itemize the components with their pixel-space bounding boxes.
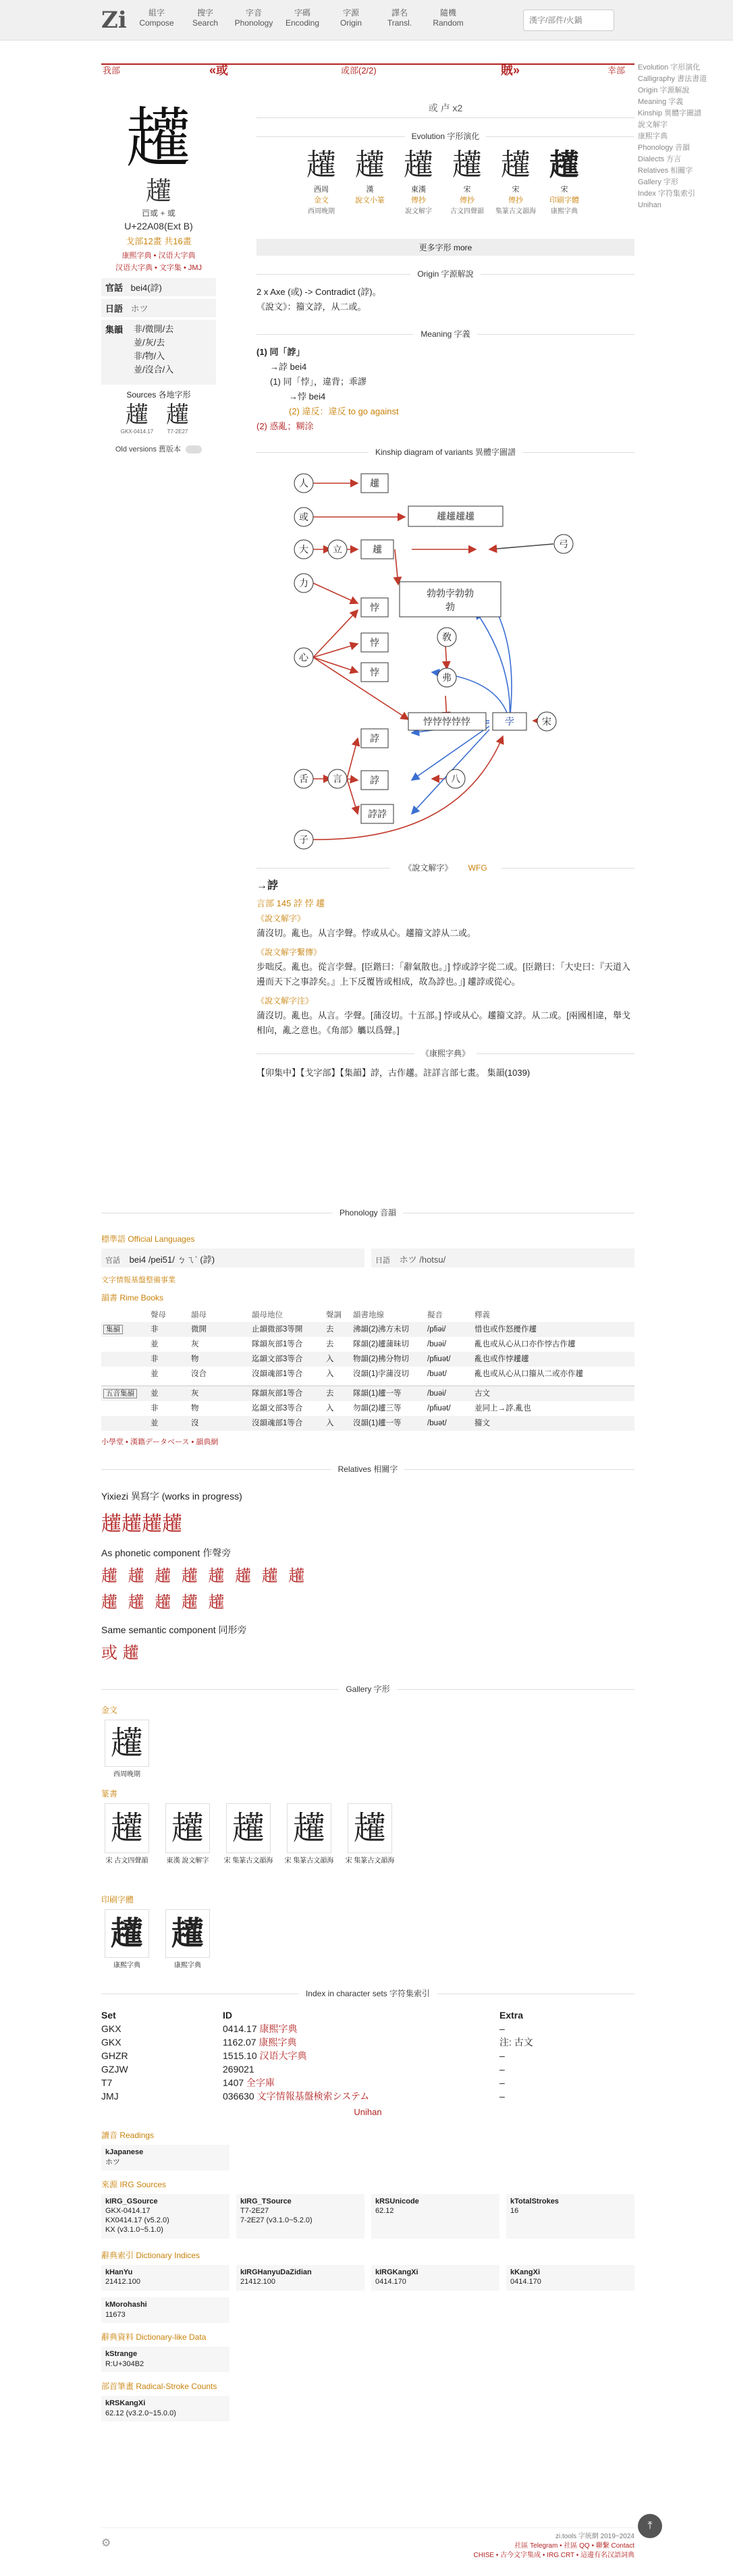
phonetic-chars-row2[interactable]: 䟒 䟒 䟒 䟒 䟒 [101, 1593, 227, 1612]
rime-cell: 迄韻文部3等合 [252, 1404, 303, 1413]
gallery-item[interactable]: 䟒 東漢 說文解字 [162, 1803, 213, 1865]
rime-footer-links[interactable]: 小學堂 • 漢籍データベース • 韻典網 [101, 1438, 219, 1446]
sidebar-item[interactable]: Calligraphy 書法書道 [638, 75, 707, 83]
kinship-node-label: 立 [333, 545, 342, 555]
index-link[interactable]: 汉语大字典 [259, 2050, 307, 2061]
glyph-components: 𠮛或 + 或 [142, 209, 175, 218]
sidebar-item[interactable]: Origin 字源解說 [638, 86, 690, 94]
unihan-card: kIRG_TSource T7-2E27 7-2E27 (v3.1.0~5.2.0) [236, 2194, 364, 2239]
gallery-item[interactable]: 䟒 宋 集篆古文韻海 [283, 1803, 335, 1865]
official-langs-label: 標準語 Official Languages [101, 1234, 195, 1244]
unihan-link[interactable]: Unihan [354, 2107, 382, 2117]
gallery-item[interactable]: 䟒 康熙字典 [101, 1909, 153, 1969]
index-link[interactable]: 康熙字典 [259, 2037, 297, 2048]
sidebar-item[interactable]: Evolution 字形演化 [638, 63, 701, 72]
kinship-node-label: 言 [333, 774, 342, 785]
phonetic-label: As phonetic component 作聲旁 [101, 1547, 232, 1558]
gallery-print-label: 印刷字體 [101, 1895, 134, 1904]
phonology-section [101, 1201, 634, 2421]
rime-row [101, 1322, 634, 1337]
kinship-node-label: 弓 [559, 539, 568, 550]
unihan-card: kMorohashi 11673 [101, 2297, 229, 2323]
rime-cell: 非 [151, 1355, 159, 1363]
rime-cell: /buət/ [427, 1370, 447, 1378]
dict-links[interactable]: 康熙字典 • 汉语大字典 [121, 252, 196, 260]
dict-cards [101, 2265, 634, 2292]
content-column [256, 101, 634, 1080]
rime-cell: /buəi/ [427, 1340, 447, 1348]
pager-prev[interactable]: «或 [209, 63, 229, 77]
rime-cell: 籀文 [474, 1419, 490, 1427]
rime-row [101, 1386, 634, 1401]
kinship-node-label: 子 [299, 835, 308, 846]
rime-rows [101, 1322, 634, 1431]
gallery-print-row [101, 1909, 634, 1977]
gallery-item[interactable]: 䟒 宋 古文四聲韻 [101, 1803, 153, 1865]
official-readings: 官話 bei4 /pei51/ ㄅㄟˋ (誖) 日語 ホツ /hotsu/ [101, 1249, 634, 1269]
rime-cell: 入 [326, 1370, 334, 1378]
pager-next[interactable]: 賊» [501, 63, 520, 77]
index-row: GKX 0414.17 康熙字典 – [101, 2023, 505, 2034]
unihan-card: kIRG_GSource GKX-0414.17 KX0414.17 (v5.2.0) KX (v3.1.0~5.1.0) [101, 2194, 229, 2239]
gallery-title: Gallery 字形 [101, 1683, 634, 1695]
sidebar-item[interactable]: Kinship 異體字圖譜 [638, 109, 702, 117]
jmj-link[interactable]: 文字情報基盤整備事業 [101, 1276, 175, 1284]
kinship-node-label: 舌 [299, 774, 308, 785]
rime-cell: 隊韻灰部1等合 [252, 1390, 303, 1398]
rime-cell: 並 [151, 1390, 159, 1398]
footer-copyright: zi.tools 字統網 2019~2024 [555, 2533, 634, 2540]
rime-cell: 並 [151, 1340, 159, 1348]
gallery-item[interactable]: 䟒 宋 集篆古文韻海 [223, 1803, 274, 1865]
unihan-card: kHanYu 21412.100 [101, 2265, 229, 2291]
kinship-node-label: 大 [299, 545, 308, 555]
unihan-card: kJapanese ホツ [101, 2145, 229, 2170]
unihan-card: kStrange R:U+304B2 [101, 2347, 229, 2372]
gallery-item[interactable]: 䟒 宋 集篆古文韻海 [344, 1803, 396, 1865]
rime-cell: 沒韻魂部1等合 [252, 1419, 303, 1427]
rime-cell: 止韻微部3等開 [252, 1325, 303, 1334]
sidebar-item[interactable]: 康熙字典 [638, 132, 668, 140]
pager-left-far[interactable]: 我部 [103, 65, 121, 76]
rime-cell: 並同上→誖.亂也 [474, 1404, 531, 1413]
unihan-card: kRSKangXi 62.12 (v3.2.0~15.0.0) [101, 2396, 229, 2421]
rime-cell: /pfiuət/ [427, 1404, 451, 1413]
footer-resource-links[interactable]: CHISE • 古今文字集成 • IRG CRT • 這邊有名汉語詞典 [473, 2552, 634, 2559]
rime-cell: /buəi/ [427, 1390, 447, 1398]
evolution-item[interactable]: 䟒 宋 傳抄 古文四聲韻 [450, 148, 484, 215]
settings-icon[interactable]: ⚙ [101, 2538, 111, 2549]
meaning-title: Meaning 字義 [256, 328, 634, 339]
unihan-card: kTotalStrokes 16 [506, 2194, 634, 2239]
kinship-node-label: 孛 [505, 717, 514, 728]
index-link[interactable]: 全字庫 [246, 2077, 275, 2088]
kinship-node-label: 宋 [542, 717, 551, 728]
rime-cell: 入 [326, 1419, 334, 1427]
evolution-item[interactable]: 䟒 宋 印刷字體 康熙字典 [549, 148, 579, 215]
rime-cell: 隊韻(2)䟒蒲昧切 [353, 1340, 410, 1348]
index-row: JMJ 036630 文字情報基盤検索システム – [101, 2091, 505, 2102]
nav-encoding[interactable]: 字碼 Encoding [285, 8, 320, 28]
rime-label: 韻書 Rime Books [101, 1293, 164, 1303]
pager-current[interactable]: 或部(2/2) [341, 65, 377, 76]
char-panel [101, 101, 216, 454]
index-row: GHZR 1515.10 汉语大字典 – [101, 2050, 505, 2061]
radical-pager [101, 40, 634, 77]
nav-origin[interactable]: 字源 Origin [340, 8, 362, 28]
radical-label: 部首筆畫 Radical-Stroke Counts [101, 2382, 217, 2391]
nav-search[interactable]: 搜字 Search [192, 8, 219, 28]
pager-right-far[interactable]: 幸部 [607, 65, 626, 76]
sidebar-item[interactable]: Index 字符集索引 [638, 190, 695, 198]
reading-japanese: 日語 ホツ [101, 299, 216, 317]
shuowen-body: →誖 言部 145 誖 悖 䟒 《說文解字》 蒲沒切。亂也。从言孛聲。悖或从心。䟒籀文誖从二或。 《說文解字繫傳》 步咄反。亂也。從言孛聲。[臣鍇曰：「辭氣散也。」] 悖或誖字從二或。[臣鍇曰：「大史曰：『天道入邊而天下之事誖矣。』上下反覆皆或相成，故為誖也。」] 䟒誖或從心。 《說文解字注》 蒲沒切。亂也。从言。孛聲。[蒲沒切。十五部。] 悖或从心。䟒籀文誖。从二或。[兩國相違，舉戈相向，亂之意也。《角部》觿以爲聲。] [256, 880, 630, 1035]
rime-cell: 入 [326, 1355, 334, 1363]
rime-cell: 迄韻文部3等合 [252, 1355, 303, 1363]
svg-text:誖誖: 誖誖 [368, 809, 387, 820]
sidebar-item[interactable]: Dialects 方言 [638, 155, 682, 163]
svg-text:弗: 弗 [442, 673, 452, 684]
footer-community-links[interactable]: 社區 Telegram • 社區 QQ • 聯繫 Contact [514, 2542, 634, 2550]
rime-cell: 亂也或从心从口亦作悖古作䟒 [474, 1340, 576, 1348]
rime-cell: 物韻(2)拂分物切 [353, 1355, 410, 1363]
svg-text:䟒: 䟒 [373, 545, 382, 555]
unihan-card: kIRGKangXi 0414.170 [371, 2265, 499, 2291]
irg-label: 來源 IRG Sources [101, 2180, 167, 2189]
main-content [101, 40, 634, 2417]
sidebar-item[interactable]: 說文解字 [638, 121, 668, 129]
phonetic-chars-row1[interactable]: 䟒 䟒 䟒 䟒 䟒 䟒 䟒 䟒 [101, 1566, 308, 1585]
rime-row [101, 1416, 634, 1431]
rime-cell: 沒韻(1)䟒一等 [353, 1419, 402, 1427]
yixiezi-chars[interactable]: 䟒䟒䟒䟒 [101, 1512, 182, 1536]
rime-cell: 非 [151, 1325, 159, 1334]
scroll-top-button[interactable]: ⤒ [638, 2514, 662, 2538]
evolution-item[interactable]: 䟒 宋 傳抄 集篆古文韻海 [495, 148, 536, 215]
svg-text:敎: 敎 [442, 632, 452, 643]
phonology-title: Phonology 音韻 [101, 1207, 634, 1218]
index-row: GZJW 269021 – [101, 2064, 505, 2075]
index-table: Set ID Extra GKX 0414.17 康熙字典 – GKX 1162.07 康熙字典 注: 古文 GHZR 1515.10 汉语大字典 – GZJW 269021 – T7 1407 全字庫 – JMJ 036630 文字情報基盤検索システム – [101, 2008, 634, 2103]
rime-cell: 灰 [191, 1340, 199, 1348]
toggle-switch[interactable] [186, 445, 202, 454]
kinship-diagram [256, 463, 634, 854]
svg-text:勃勃孛勃勃: 勃勃孛勃勃 [427, 588, 474, 599]
unihan-card: kRSUnicode 62.12 [371, 2194, 499, 2239]
old-versions-toggle[interactable]: Old versions 舊版本 [101, 443, 216, 454]
kinship-node-label: 人 [299, 478, 308, 489]
irg-cards [101, 2194, 634, 2241]
origin-text: 2 x Axe (或) -> Contradict (誖)。 《說文》：籀文誖，从二或。 [256, 287, 381, 312]
kangxi-title: 《康熙字典》 [256, 1047, 634, 1059]
rime-cell: 古文 [474, 1390, 490, 1398]
rime-cell: 並 [151, 1419, 159, 1427]
nav-compose[interactable]: 組字 Compose [139, 8, 174, 28]
svg-text:悖: 悖 [370, 638, 379, 649]
rime-cell: 去 [326, 1325, 334, 1334]
rime-cell: 微開 [191, 1325, 207, 1334]
index-link[interactable]: 康熙字典 [259, 2023, 298, 2034]
rime-cell: 隊韻灰部1等合 [252, 1340, 303, 1348]
nav-translation[interactable]: 譯名 Transl. [387, 8, 412, 28]
rime-cell: 亂也或从心从口籀从二或亦作䟒 [474, 1370, 583, 1378]
rime-row [101, 1367, 634, 1381]
rime-cell: 去 [326, 1390, 334, 1398]
rime-cell: 去 [326, 1340, 334, 1348]
rime-cell: 灰 [191, 1390, 199, 1398]
sidebar-item[interactable]: Meaning 字義 [638, 98, 684, 106]
index-link[interactable]: 文字情報基盤検索システム [256, 2091, 370, 2102]
rime-cell: 物 [191, 1355, 199, 1363]
gallery-jinwen-label: 金文 [101, 1705, 118, 1715]
sidebar-item[interactable]: Unihan [638, 201, 661, 209]
glyph-components-glyph: 䟒 [145, 176, 171, 206]
unihan-card: kIRGHanyuDaZidian 21412.100 [236, 2265, 364, 2291]
kangxi-text: 【卯集中】【戈字部】【集韻】誖，古作䟒。註詳言部七畫。 集韻(1039) [256, 1068, 531, 1078]
svg-text:悖悖悖悖悖: 悖悖悖悖悖 [423, 717, 470, 728]
main-glyph: 䟒 [126, 101, 191, 176]
rime-book-tag[interactable]: 五音集韻 [103, 1389, 137, 1398]
rime-cell: /pfiuət/ [427, 1355, 451, 1363]
nav-phonology[interactable]: 字音 Phonology [234, 8, 273, 28]
codepoint[interactable]: U+22A08(Ext B) [124, 221, 193, 231]
radical-strokes[interactable]: 戈部12畫 共16畫 [126, 236, 192, 246]
rime-cell: 沒韻(1)孛蒲沒切 [353, 1370, 410, 1378]
rime-row [101, 1337, 634, 1352]
source-glyphs: 䟒 GKX-0414.17 䟒 T7-2E27 [120, 402, 189, 435]
evolution-title: Evolution 字形演化 [256, 130, 634, 142]
svg-text:誖: 誖 [370, 775, 379, 786]
rime-cell: 惜也或作怒擾作䟒 [474, 1325, 537, 1334]
semantic-chars[interactable]: 或 䟒 [101, 1643, 139, 1662]
unihan-card: kKangXi 0414.170 [506, 2265, 634, 2291]
rime-cell: 非 [151, 1404, 159, 1413]
index-title: Index in character sets 字符集索引 [101, 1988, 634, 1999]
svg-text:誖: 誖 [370, 734, 379, 744]
section-sidebar [638, 62, 732, 211]
svg-text:䟒䟒䟒䟒: 䟒䟒䟒䟒 [437, 512, 474, 522]
dict-indices-label: 辭典索引 Dictionary Indices [101, 2251, 200, 2260]
kinship-node-label: 八 [451, 774, 460, 785]
shuowen-title: 《說文解字》 WFG [256, 862, 634, 873]
search-input[interactable] [523, 9, 614, 31]
sources-label: Sources 各地字形 [126, 390, 191, 400]
gallery-zhuanshu-row [101, 1803, 634, 1891]
yixiezi-label: Yixiezi 異寫字 (works in progress) [101, 1491, 242, 1502]
readings-label: 讀音 Readings [101, 2131, 155, 2140]
gallery-zhuanshu-label: 篆書 [101, 1789, 118, 1799]
dictlike-label: 辭典資料 Dictionary-like Data [101, 2332, 207, 2342]
svg-text:悖: 悖 [370, 667, 379, 678]
evolution-strip [256, 147, 634, 235]
rime-cell: 沸韻(2)沸方未切 [353, 1325, 410, 1334]
sidebar-item[interactable]: Phonology 音韻 [638, 144, 690, 152]
index-row: T7 1407 全字庫 – [101, 2077, 505, 2088]
rime-cell: 物 [191, 1404, 199, 1413]
meaning-text: (1) 同「誖」 →誖 bei4 (1) 同「悖」，違背；乖謬 →悖 bei4 (2) 違反：違反 to go against (2) 惑亂；糊涂 [256, 347, 399, 431]
kinship-title: Kinship diagram of variants 異體字圖譜 [256, 446, 634, 458]
wfg-link[interactable]: WFG [462, 863, 494, 873]
footer [101, 2527, 634, 2568]
kinship-node-label: 或 [299, 512, 308, 523]
evolution-item[interactable]: 䟒 漢 說文小篆 [355, 148, 385, 204]
rime-table: 聲母 韻母 韻母地位 聲調 韻書地線 擬音 釋義 [151, 1311, 490, 1319]
gallery-item[interactable]: 䟒 西周晚期 [101, 1720, 153, 1778]
rime-cell: 勿韻(2)䟒三等 [353, 1404, 402, 1413]
rime-cell: 沒合 [191, 1370, 207, 1378]
semantic-label: Same semantic component 同形旁 [101, 1624, 247, 1635]
sidebar-item[interactable]: Gallery 字形 [638, 178, 678, 186]
kinship-node-label: 心 [299, 653, 308, 663]
sidebar-item[interactable]: Relatives 相關字 [638, 167, 693, 175]
rime-cell: 隊韻(1)䟒一等 [353, 1390, 402, 1398]
svg-text:勃: 勃 [445, 602, 455, 613]
reading-jiyun: 集韻 非/微開/去 並/灰/去 非/物/入 並/沒合/入 [101, 320, 216, 385]
rime-cell: 沒韻魂部1等合 [252, 1370, 303, 1378]
component-summary: 或 卢 x2 [256, 101, 634, 118]
rime-cell: 並 [151, 1370, 159, 1378]
more-forms-button[interactable]: 更多字形 more [256, 239, 634, 256]
rime-cell: 沒 [191, 1419, 199, 1427]
rime-cell: /pfiəi/ [427, 1325, 446, 1334]
rime-cell: 亂也或作悖䟒䟒 [474, 1355, 529, 1363]
top-nav-bar [0, 0, 733, 40]
evolution-item[interactable]: 䟒 東漢 傳抄 說文解字 [404, 148, 433, 215]
relatives-title: Relatives 相關字 [101, 1463, 634, 1475]
evolution-item[interactable]: 䟒 西周 金文 西周晚期 [306, 148, 336, 215]
svg-text:悖: 悖 [370, 603, 379, 613]
kinship-node-label: 力 [299, 578, 308, 589]
site-logo[interactable]: Zi [101, 7, 127, 34]
dict-links-2[interactable]: 汉语大字典 • 文字集 • JMJ [115, 264, 202, 272]
rime-cell: 入 [326, 1404, 334, 1413]
origin-title: Origin 字源解說 [256, 268, 634, 279]
rime-row [101, 1352, 634, 1367]
nav-random[interactable]: 隨機 Random [433, 8, 464, 28]
svg-text:䟒: 䟒 [370, 478, 379, 489]
index-row: GKX 1162.07 康熙字典 注: 古文 [101, 2037, 533, 2048]
rime-row [101, 1401, 634, 1416]
reading-mandarin: 官話 bei4(誖) [101, 278, 216, 296]
rime-book-tag[interactable]: 集韻 [103, 1325, 123, 1334]
rime-cell: /buət/ [427, 1419, 447, 1427]
gallery-item[interactable]: 䟒 康熙字典 [162, 1909, 213, 1969]
